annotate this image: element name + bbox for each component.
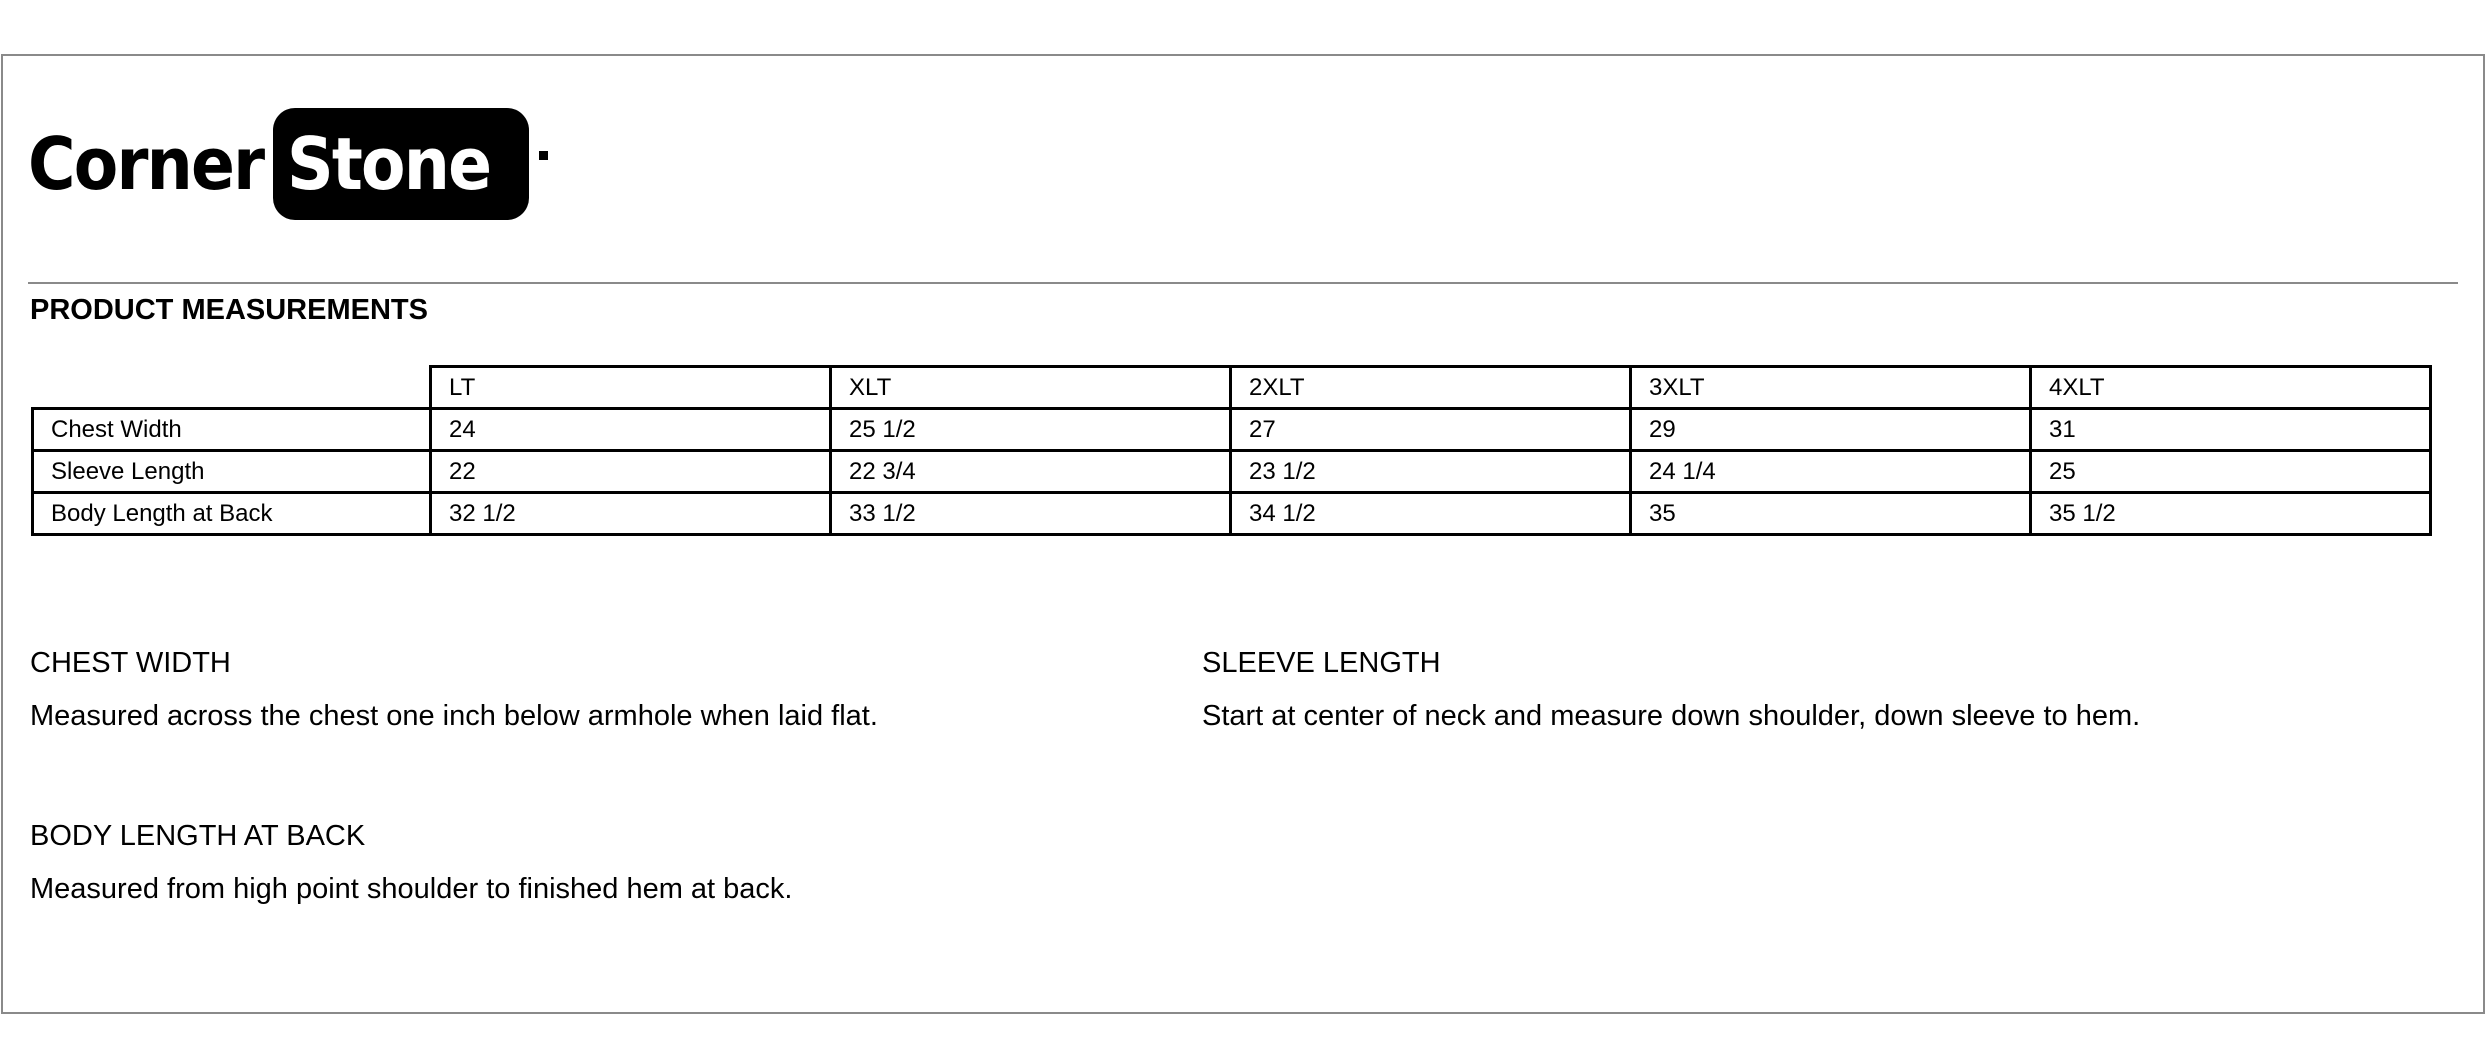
table-cell: 25 [2031, 451, 2431, 493]
table-cell: 25 1/2 [831, 409, 1231, 451]
table-cell: 35 [1631, 493, 2031, 535]
row-label: Chest Width [33, 409, 431, 451]
logo-stone-box [273, 108, 529, 220]
body-length-description [30, 820, 792, 906]
description-body: Measured across the chest one inch below armhole when laid flat. [30, 700, 878, 732]
table-cell: 22 [431, 451, 831, 493]
header-cell: XLT [831, 367, 1231, 409]
table-cell: 33 1/2 [831, 493, 1231, 535]
row-label: Sleeve Length [33, 451, 431, 493]
header-cell: LT [431, 367, 831, 409]
table-header-row [33, 367, 2431, 409]
description-heading: CHEST WIDTH [30, 647, 231, 679]
table-cell: 29 [1631, 409, 2031, 451]
table-cell: 22 3/4 [831, 451, 1231, 493]
row-label: Body Length at Back [33, 493, 431, 535]
logo-dot [539, 151, 548, 160]
logo-text-corner: Corner [28, 122, 264, 206]
logo-text-stone: Stone [287, 122, 491, 206]
table-cell: 23 1/2 [1231, 451, 1631, 493]
table-cell: 31 [2031, 409, 2431, 451]
cornerstone-logo [28, 107, 548, 221]
section-title: PRODUCT MEASUREMENTS [30, 294, 428, 326]
header-divider [28, 282, 2458, 284]
description-body: Start at center of neck and measure down shoulder, down sleeve to hem. [1202, 700, 2141, 732]
measurements-table [31, 365, 2432, 536]
chest-width-description [30, 647, 878, 733]
description-heading: BODY LENGTH AT BACK [30, 820, 366, 852]
header-corner-cell [33, 367, 431, 409]
table-cell: 35 1/2 [2031, 493, 2431, 535]
table-cell: 24 1/4 [1631, 451, 2031, 493]
table-cell: 34 1/2 [1231, 493, 1631, 535]
description-heading: SLEEVE LENGTH [1202, 647, 1441, 679]
table-cell: 32 1/2 [431, 493, 831, 535]
header-cell: 3XLT [1631, 367, 2031, 409]
header-cell: 4XLT [2031, 367, 2431, 409]
header-cell: 2XLT [1231, 367, 1631, 409]
description-body: Measured from high point shoulder to finished hem at back. [30, 873, 793, 905]
table-row [33, 451, 2431, 493]
sleeve-length-description [1202, 647, 2140, 733]
table-cell: 27 [1231, 409, 1631, 451]
table-row [33, 493, 2431, 535]
table-row [33, 409, 2431, 451]
table-cell: 24 [431, 409, 831, 451]
